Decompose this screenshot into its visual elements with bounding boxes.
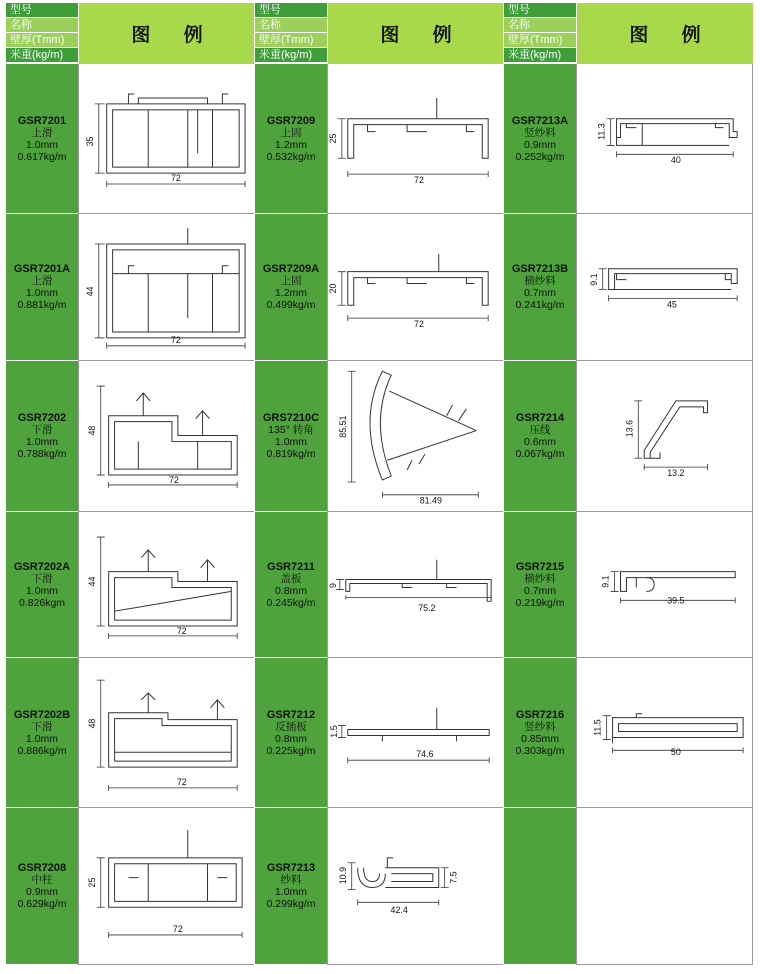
width-dimension: 39.5: [667, 595, 685, 606]
product-weight: 0.826kgm: [18, 596, 66, 609]
product-weight: 0.219kg/m: [515, 596, 565, 609]
column-divider: [254, 3, 255, 965]
profile-diagram: [328, 808, 503, 964]
width-dimension: 72: [170, 173, 181, 184]
product-name: 横纱料: [524, 572, 556, 585]
width-dimension: 50: [670, 747, 681, 758]
header-name-label: 名称: [255, 18, 327, 33]
profile-drawing: [576, 64, 753, 214]
height-dimension: 9: [328, 583, 338, 588]
product-name: 下滑: [31, 572, 53, 585]
product-info: [255, 808, 327, 965]
product-thickness: 1.0mm: [25, 138, 59, 151]
product-info: [255, 214, 327, 361]
product-info: [6, 512, 78, 658]
height-dimension: 13.6: [624, 419, 635, 438]
height-dimension: 25: [328, 133, 338, 144]
height-dimension: 25: [86, 877, 97, 888]
product-code: GSR7216: [515, 708, 565, 721]
product-name: 中柱: [31, 874, 53, 886]
header-thickness-label: 壁厚(Tmm): [255, 33, 327, 48]
width-dimension: 74.6: [416, 749, 434, 760]
product-name: 盖板: [280, 572, 302, 585]
width-dimension: 72: [168, 474, 179, 485]
product-code: GSR7201A: [13, 263, 71, 275]
header-name-label: 名称: [504, 18, 576, 33]
profile-drawing: [327, 512, 504, 658]
product-thickness: 0.9mm: [523, 138, 557, 151]
product-info: [6, 808, 78, 965]
product-info: [255, 361, 327, 512]
width-dimension: 72: [176, 625, 187, 636]
product-code: GSR7215: [515, 560, 565, 573]
product-code: GRS7210C: [262, 412, 320, 424]
width-dimension: 72: [414, 319, 424, 330]
product-weight: 0.241kg/m: [515, 299, 565, 311]
product-code: GSR7213B: [511, 263, 569, 275]
profile-drawing: [576, 658, 753, 808]
product-thickness: 0.8mm: [274, 584, 308, 597]
product-weight: 0.499kg/m: [266, 299, 316, 311]
product-code: GSR7212: [266, 708, 316, 721]
profile-drawing: [327, 658, 504, 808]
product-thickness: 0.7mm: [523, 584, 557, 597]
header-legend: 图 例: [327, 3, 504, 64]
width-dimension: 42.4: [390, 905, 408, 916]
product-weight: 0.886kg/m: [17, 744, 67, 757]
product-weight: 0.532kg/m: [266, 150, 316, 163]
product-name: 横纱料: [524, 275, 556, 287]
profile-drawing: [576, 214, 753, 361]
product-info: [255, 658, 327, 808]
product-code: GSR7209A: [262, 263, 320, 275]
product-thickness: 1.0mm: [274, 436, 308, 448]
header-labels: [504, 3, 576, 64]
profile-diagram: [328, 214, 503, 360]
product-name: 压线: [529, 424, 551, 436]
profile-drawing: [327, 64, 504, 214]
product-weight: 0.788kg/m: [17, 448, 67, 460]
width-dimension: 72: [170, 334, 181, 345]
product-code: GSR7213: [266, 862, 316, 874]
profile-diagram: [328, 64, 503, 213]
product-name: 反插板: [275, 720, 307, 733]
product-thickness: 0.8mm: [274, 732, 308, 745]
profile-drawing-empty: [576, 808, 753, 965]
width-dimension: 40: [670, 155, 681, 166]
product-thickness: 1.0mm: [274, 886, 308, 898]
product-thickness: 1.0mm: [25, 436, 59, 448]
width-dimension: 81.49: [419, 495, 442, 506]
product-code: GSR7213A: [511, 114, 569, 127]
product-code: GSR7202: [17, 412, 67, 424]
product-code: GSR7202B: [13, 708, 71, 721]
height-dimension: 10.9: [337, 866, 348, 885]
product-weight: 0.881kg/m: [17, 299, 67, 311]
product-thickness: 1.0mm: [25, 287, 59, 299]
product-weight: 0.303kg/m: [515, 744, 565, 757]
product-info: [504, 64, 576, 214]
product-weight: 0.245kg/m: [266, 596, 316, 609]
product-info: [6, 658, 78, 808]
product-name: 纱料: [280, 874, 302, 886]
product-name: 竖纱料: [524, 126, 556, 139]
product-thickness: 1.0mm: [25, 732, 59, 745]
profile-diagram: [577, 64, 752, 213]
product-weight: 0.629kg/m: [17, 898, 67, 910]
profile-drawing: [576, 361, 753, 512]
width-dimension: 45: [666, 299, 677, 310]
height-dimension: 44: [86, 576, 97, 587]
profile-drawing: [78, 361, 255, 512]
profile-drawing: [327, 808, 504, 965]
product-info: [6, 64, 78, 214]
height-dimension: 11.3: [596, 123, 607, 140]
profile-drawing: [78, 512, 255, 658]
header-thickness-label: 壁厚(Tmm): [6, 33, 78, 48]
height-dimension: 85.51: [337, 415, 348, 438]
product-info: [6, 361, 78, 512]
width-dimension: 72: [414, 174, 424, 185]
profile-diagram: [79, 512, 254, 657]
product-thickness: 0.6mm: [523, 436, 557, 448]
product-info: [504, 512, 576, 658]
height-dimension: 48: [86, 425, 97, 436]
profile-drawing: [78, 658, 255, 808]
profile-diagram: [577, 512, 752, 657]
header-legend: 图 例: [576, 3, 753, 64]
product-name: 上滑: [31, 275, 53, 287]
height-dimension: 48: [86, 718, 97, 729]
profile-diagram: [79, 64, 254, 213]
product-info: [6, 214, 78, 361]
product-thickness: 1.2mm: [274, 138, 308, 151]
product-info-empty: [504, 808, 576, 965]
height-dimension: 1.5: [328, 725, 339, 738]
product-weight: 0.617kg/m: [17, 150, 67, 163]
profile-drawing: [327, 214, 504, 361]
product-name: 上固: [280, 126, 302, 139]
product-name: 下滑: [31, 424, 53, 436]
height-dimension: 35: [84, 136, 95, 147]
product-name: 下滑: [31, 720, 53, 733]
height-dimension: 44: [84, 286, 95, 297]
profile-diagram: [79, 214, 254, 360]
product-code: GSR7211: [267, 560, 315, 573]
profile-drawing: [327, 361, 504, 512]
catalog-column-1: [6, 3, 255, 965]
product-weight: 0.819kg/m: [266, 448, 316, 460]
header-model-label: 型号: [255, 3, 327, 18]
header-weight-label: 米重(kg/m): [255, 48, 327, 63]
width-dimension: 72: [176, 776, 187, 787]
product-weight: 0.067kg/m: [515, 448, 565, 460]
profile-drawing: [78, 64, 255, 214]
product-thickness: 0.85mm: [521, 732, 559, 745]
profile-drawing: [78, 808, 255, 965]
product-thickness: 0.9mm: [25, 886, 59, 898]
product-weight: 0.225kg/m: [266, 744, 316, 757]
width-dimension: 72: [172, 923, 183, 934]
height-dimension: 11.5: [592, 719, 603, 736]
profile-diagram: [79, 658, 254, 807]
height-dimension: 9.1: [600, 575, 611, 588]
height-dimension: 9.1: [588, 273, 599, 286]
profile-diagram: [328, 361, 503, 511]
product-code: GSR7209: [266, 114, 316, 127]
header-weight-label: 米重(kg/m): [6, 48, 78, 63]
product-info: [504, 658, 576, 808]
header-model-label: 型号: [504, 3, 576, 18]
header-name-label: 名称: [6, 18, 78, 33]
profile-diagram: [328, 512, 503, 657]
product-code: GSR7208: [17, 862, 67, 874]
product-name: 上滑: [31, 126, 53, 139]
header-model-label: 型号: [6, 3, 78, 18]
profile-diagram: [328, 658, 503, 807]
product-info: [255, 64, 327, 214]
catalog-column-3: [504, 3, 753, 965]
profile-catalog-sheet: [6, 3, 754, 965]
header-weight-label: 米重(kg/m): [504, 48, 576, 63]
header-thickness-label: 壁厚(Tmm): [504, 33, 576, 48]
width-dimension: 75.2: [418, 603, 436, 614]
product-weight: 0.252kg/m: [515, 150, 565, 163]
product-name: 上固: [280, 275, 302, 287]
column-divider: [503, 3, 504, 965]
product-name: 竖纱料: [524, 720, 556, 733]
product-thickness: 1.2mm: [274, 287, 308, 299]
profile-diagram: [577, 658, 752, 807]
profile-diagram: [577, 361, 752, 511]
profile-diagram: [79, 361, 254, 511]
height-dimension: 20: [328, 283, 338, 294]
product-weight: 0.299kg/m: [266, 898, 316, 910]
width-dimension: 13.2: [667, 468, 685, 479]
product-thickness: 0.7mm: [523, 287, 557, 299]
product-name: 135° 转角: [268, 424, 314, 436]
product-code: GSR7214: [515, 412, 565, 424]
header-labels: [255, 3, 327, 64]
catalog-column-2: [255, 3, 504, 965]
profile-drawing: [576, 512, 753, 658]
product-thickness: 1.0mm: [25, 584, 59, 597]
product-code: GSR7201: [17, 114, 67, 127]
header-labels: [6, 3, 78, 64]
product-code: GSR7202A: [13, 560, 71, 573]
product-info: [255, 512, 327, 658]
product-info: [504, 214, 576, 361]
profile-drawing: [78, 214, 255, 361]
profile-diagram: [577, 214, 752, 360]
inner-height-dimension: 7.5: [448, 871, 459, 884]
profile-diagram: [79, 808, 254, 964]
product-info: [504, 361, 576, 512]
header-legend: 图 例: [78, 3, 255, 64]
